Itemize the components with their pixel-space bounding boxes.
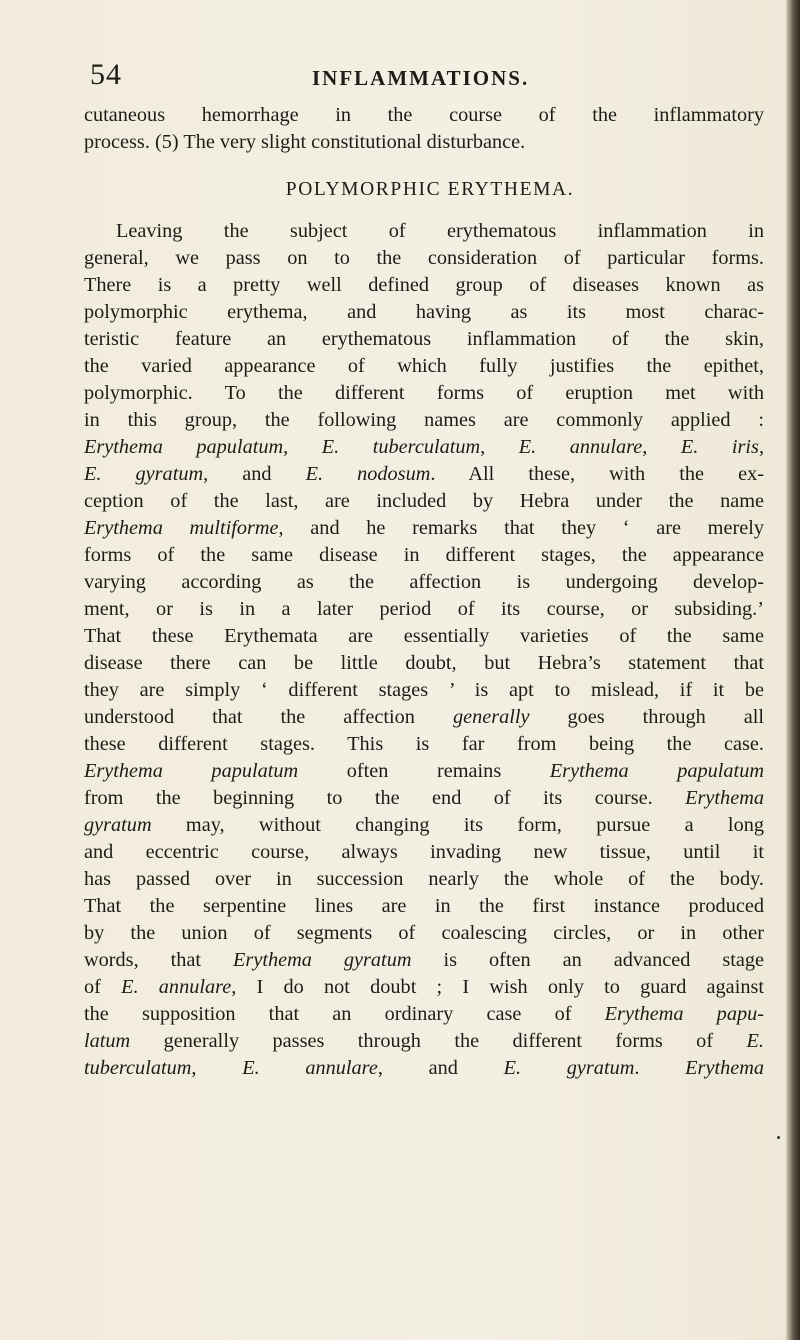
text-run: from the beginning to the end of its course. — [84, 787, 686, 809]
page-header — [0, 58, 790, 98]
italic-term: generally — [452, 706, 530, 728]
text-line — [84, 272, 764, 299]
text-run: they are simply ‘ different stages ’ is apt to mislead, if it be — [84, 679, 764, 701]
text-line — [84, 407, 764, 434]
text-run: There is a pretty well defined group of diseases known as — [84, 274, 764, 296]
text-line — [84, 299, 764, 326]
text-run: . — [634, 1057, 686, 1079]
text-run: understood that the affection — [84, 706, 453, 728]
text-line — [84, 1028, 764, 1055]
text-line — [84, 245, 764, 272]
text-run: general, we pass on to the consideration of particular forms. — [84, 247, 764, 269]
text-line — [84, 677, 764, 704]
italic-term: Erythema gyratum — [233, 949, 412, 971]
text-run: . All these, with the ex- — [430, 463, 764, 485]
text-line — [84, 650, 764, 677]
italic-term: Erythema papulatum — [549, 760, 764, 782]
text-run: is often an advanced stage — [411, 949, 765, 971]
text-run: generally passes through the different forms of — [130, 1030, 747, 1052]
text-run: , and — [377, 1057, 504, 1079]
text-run: teristic feature an erythematous inflammation of the skin, — [84, 328, 764, 350]
italic-term: Erythema multiforme — [84, 517, 279, 539]
text-line — [84, 1001, 764, 1028]
margin-mark — [777, 1136, 780, 1139]
text-run: , — [283, 436, 322, 458]
running-head: INFLAMMATIONS. — [312, 66, 530, 90]
section-title: POLYMORPHIC ERYTHEMA. — [285, 179, 575, 200]
italic-term: E. iris — [680, 436, 759, 458]
italic-term: gyratum — [84, 814, 152, 836]
text-run: , — [480, 436, 519, 458]
italic-term: E. nodosum — [305, 463, 431, 485]
text-line — [84, 596, 764, 623]
text-line — [84, 974, 764, 1001]
text-run: these different stages. This is far from being the case. — [84, 733, 764, 755]
text-run: , — [191, 1057, 243, 1079]
text-run: polymorphic. To the different forms of eruption met with — [84, 382, 764, 404]
text-run: in this group, the following names are commonly applied : — [84, 409, 764, 431]
text-run: has passed over in succession nearly the whole of the body. — [84, 868, 764, 890]
italic-term: Erythema papu- — [604, 1003, 765, 1025]
text-run: goes through all — [529, 706, 765, 728]
text-run: That the serpentine lines are in the first instance produced — [84, 895, 764, 917]
body-text — [84, 102, 764, 1082]
text-line — [84, 488, 764, 515]
italic-term: Erythema papulatum — [84, 436, 284, 458]
text-line — [84, 542, 764, 569]
paragraph — [84, 218, 764, 1082]
text-line — [84, 812, 764, 839]
text-line — [84, 1055, 764, 1082]
text-line — [84, 380, 764, 407]
text-line — [84, 218, 764, 245]
italic-term: tuberculatum — [84, 1057, 192, 1079]
italic-term: E. gyratum — [84, 463, 204, 485]
italic-term: Erythema papulatum — [84, 760, 299, 782]
text-line: process. (5) The very slight constitutional disturbance. — [84, 131, 526, 153]
text-line — [84, 866, 764, 893]
text-run: ment, or is in a later period of its course, or subsiding.’ — [84, 598, 764, 620]
italic-term: latum — [84, 1030, 131, 1052]
text-line — [84, 353, 764, 380]
text-line — [84, 326, 764, 353]
italic-term: E. annulare — [242, 1057, 378, 1079]
text-line — [84, 569, 764, 596]
text-run: That these Erythemata are essentially varieties of the same — [84, 625, 764, 647]
page-binding-edge — [786, 0, 800, 1340]
text-run: , I do not doubt ; I wish only to guard against — [231, 976, 764, 998]
text-line — [84, 758, 764, 785]
text-run: the varied appearance of which fully justifies the epithet, — [84, 355, 764, 377]
text-run: polymorphic erythema, and having as its most charac- — [84, 301, 764, 323]
text-line — [84, 434, 764, 461]
text-run: words, that — [84, 949, 234, 971]
text-line — [84, 839, 764, 866]
text-run: , and — [203, 463, 306, 485]
text-run: the supposition that an ordinary case of — [84, 1003, 605, 1025]
text-run: , — [758, 436, 765, 458]
text-run: , and he remarks that they ‘ are merely — [278, 517, 764, 539]
text-run: may, without changing its form, pursue a long — [151, 814, 764, 836]
text-line — [84, 893, 764, 920]
text-line — [84, 461, 764, 488]
text-run: varying according as the affection is undergoing develop- — [84, 571, 764, 593]
text-line — [84, 515, 764, 542]
text-line — [84, 704, 764, 731]
italic-term: E. annulare — [518, 436, 643, 458]
text-line — [84, 947, 764, 974]
text-line — [84, 920, 764, 947]
italic-term: E. tuberculatum — [321, 436, 481, 458]
text-line: cutaneous hemorrhage in the course of the inflammatory — [84, 104, 764, 126]
italic-term: E. gyratum — [503, 1057, 635, 1079]
page-number: 54 — [90, 58, 122, 91]
italic-term: E. annulare — [121, 976, 232, 998]
italic-term: Erythema — [685, 1057, 765, 1079]
text-run: ception of the last, are included by Hebra under the name — [84, 490, 764, 512]
text-run: Leaving the subject of erythematous inflammation in — [116, 220, 764, 242]
text-line — [84, 785, 764, 812]
text-run: often remains — [298, 760, 550, 782]
text-run: , — [642, 436, 681, 458]
text-run: by the union of segments of coalescing circles, or in other — [84, 922, 764, 944]
italic-term: Erythema — [685, 787, 764, 809]
text-run: and eccentric course, always invading new tissue, until it — [84, 841, 764, 863]
text-run: disease there can be little doubt, but Hebra’s statement that — [84, 652, 764, 674]
text-run: forms of the same disease in different stages, the appearance — [84, 544, 764, 566]
text-line — [84, 731, 764, 758]
italic-term: E. — [746, 1030, 764, 1052]
text-run: of — [84, 976, 122, 998]
text-line — [84, 623, 764, 650]
